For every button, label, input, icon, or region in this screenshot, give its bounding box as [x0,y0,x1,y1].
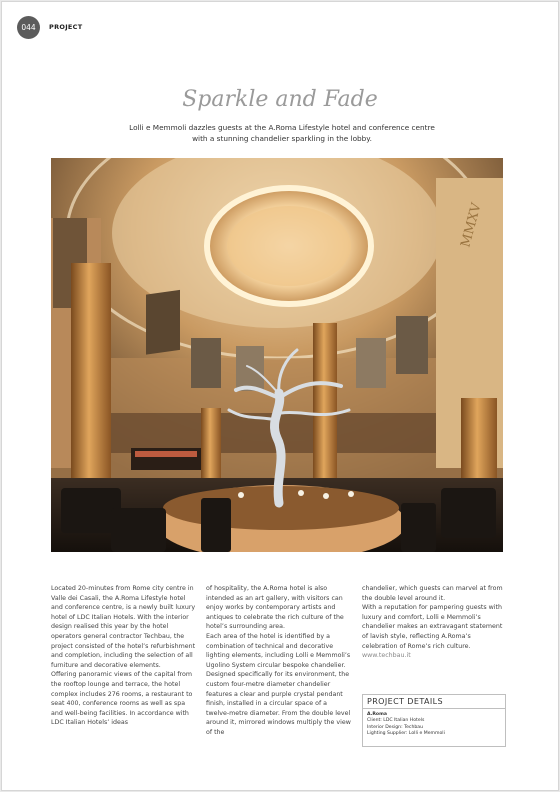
mirror-panel-5 [396,316,428,374]
paragraph: chandelier, which guests can marvel at from the double level around it. [362,585,503,602]
project-details-box [362,694,506,747]
mirror-panel-1 [146,290,180,355]
section-label: PROJECT [49,23,83,31]
project-details-body [363,709,505,741]
mirror-panel-2 [191,338,221,388]
paragraph: of hospitality, the A.Roma hotel is also intended as an art gallery, with visitors can enjoy works by contemporary artists and antiques to celebrate the rich culture of the hotel’s surrounding area. [206,585,344,631]
project-lighting-supplier: Lighting Supplier: Lolli e Memmoli [367,731,445,737]
column-left [71,263,111,493]
body-column-1 [51,584,197,728]
chandelier-inner [227,206,351,286]
magazine-page [1,1,559,791]
column-center [313,323,337,483]
lobby-illustration [51,158,503,552]
paragraph: Each area of the hotel is identified by a combination of technical and decorative lighting elements, including Lolli e Memmoli’s Ugolino System circular bespoke chandelier. Designed specifically for its environment, the custom four-metre diameter chandelier features a clear and purple crystal pendant finish, installed in a circular space of a twelve-metre diameter. From the double level around it, mirrored windows multiply the view of the [206,632,351,736]
page-number-badge: 044 [17,16,40,39]
paragraph: Offering panoramic views of the capital from the rooftop lounge and terrace, the hotel complex includes 276 rooms, a restaurant to seat 400, conference rooms as well as spa and well-being facilities. In accordance with LDC Italian Hotels’ ideas [51,671,193,727]
body-column-3 [362,584,508,661]
article-subtitle: Lolli e Memmoli dazzles guests at the A.Roma Lifestyle hotel and conference centre with a stunning chandelier sparkling in the lobby. [129,123,435,143]
column-center-left [201,408,221,488]
project-name: A.Roma [367,712,387,717]
bar-lights [135,451,197,457]
mirror-panel-4 [356,338,386,388]
paragraph: Located 20-minutes from Rome city centre in Valle dei Casali, the A.Roma Lifestyle hotel and conference centre, is a newly built luxury hotel of LDC Italian Hotels. With the interior design realised this year by the hotel operators general contractor Techbau, the project consisted of the hotel’s refurbishment and completion, including the selection of all furniture and decorative elements. [51,585,196,669]
wall-roman-numeral: MMXV [458,201,485,250]
article-title: Sparkle and Fade [182,87,378,112]
body-column-2 [206,584,352,738]
mirror-panel-3 [236,346,264,391]
project-client: Client: LDC Italian Hotels [367,718,425,724]
lobby-photo [51,158,503,552]
project-interior-design: Interior Design: Techbau [367,724,424,730]
project-details-heading: PROJECT DETAILS [363,695,505,709]
paragraph: With a reputation for pampering guests with luxury and comfort, Lolli e Memmoli’s chandelier makes an extravagant statement of lavish style, reflecting A.Roma’s celebration of Rome’s rich culture. [362,604,503,650]
website-link[interactable]: www.techbau.it [362,652,411,660]
